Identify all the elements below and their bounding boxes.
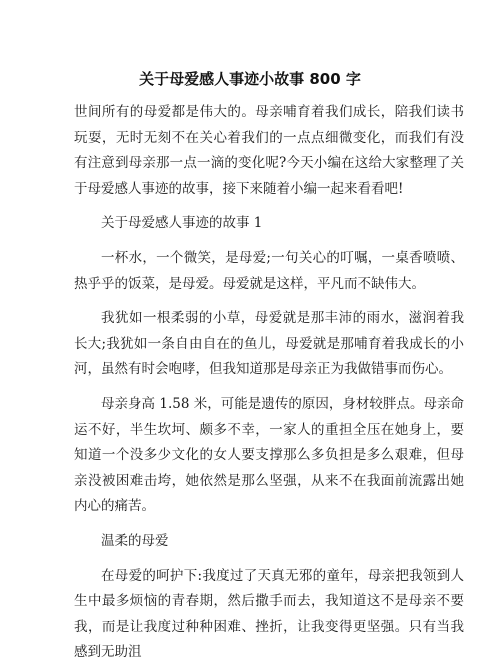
body-paragraph: 在母爱的呵护下:我度过了天真无邪的童年，母亲把我领到人生中最多烦恼的青春期，然后撒手而去，我知道这不是母亲不要我，而是让我度过种种困难、挫折，让我变得更坚强。只有当我感到无助沮 bbox=[74, 567, 464, 661]
body-paragraph: 我犹如一根柔弱的小草，母爱就是那丰沛的雨水，滋润着我长大;我犹如一条自由自在的鱼儿，母爱就是那哺育着我成长的小河，虽然有时会咆哮，但我知道那是母亲正为我做错事而伤心。 bbox=[74, 310, 464, 378]
document-body bbox=[74, 100, 464, 666]
document-title: 关于母爱感人事迹小故事 800 字 bbox=[139, 70, 361, 88]
body-paragraph: 一杯水，一个微笑，是母爱;一句关心的叮嘱，一桌香喷喷、热乎乎的饭菜，是母爱。母爱就是这样，平凡而不缺伟大。 bbox=[74, 249, 464, 292]
section-heading-gentle-love: 温柔的母爱 bbox=[101, 532, 169, 549]
body-paragraph: 母亲身高 1.58 米，可能是遗传的原因，身材较胖点。母亲命运不好，半生坎坷、颇多不幸，一家人的重担全压在她身上，要知道一个没多少文化的女人要支撑那么多负担是多么艰难，但母亲没被困难击垮，她依然是那么坚强，从来不在我面前流露出她内心的痛苦。 bbox=[74, 395, 464, 515]
section-heading-story-1: 关于母爱感人事迹的故事 1 bbox=[101, 215, 263, 232]
intro-paragraph: 世间所有的母爱都是伟大的。母亲哺育着我们成长，陪我们读书玩耍，无时无刻不在关心着我们的一点点细微变化，而我们有没有注意到母亲那一点一滴的变化呢?今天小编在这给大家整理了关于母爱感人事迹的故事，接下来随着小编一起来看看吧! bbox=[74, 104, 464, 197]
